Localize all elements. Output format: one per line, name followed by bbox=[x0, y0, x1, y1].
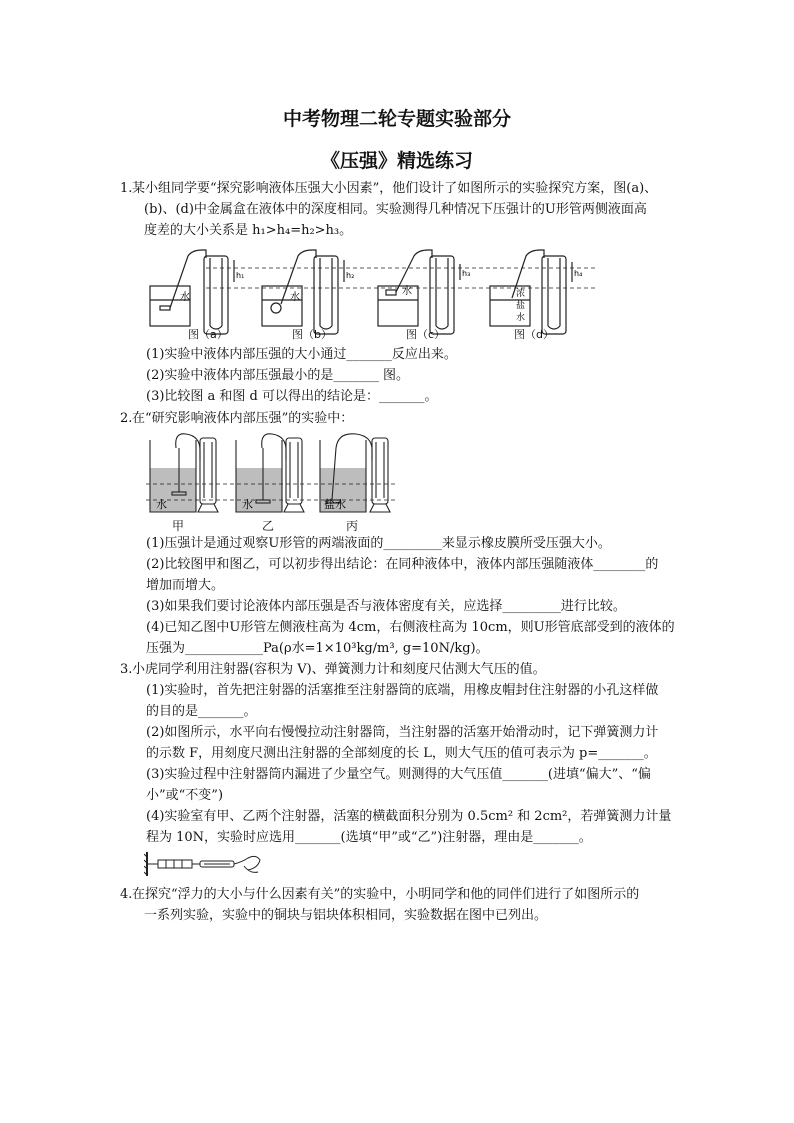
text-line: 在探究“浮力的大小与什么因素有关”的实验中，小明同学和他的同伴们进行了如图所示的 bbox=[132, 887, 640, 902]
q1-sub1: (1)实验中液体内部压强的大小通过_______反应出来。 bbox=[146, 347, 457, 362]
question-text: 在“研究影响液体内部压强”的实验中： bbox=[132, 411, 354, 426]
main-title: 中考物理二轮专题实验部分 bbox=[282, 108, 511, 130]
q2-sub1: (1)压强计是通过观察U形管的两端液面的_________来显示橡皮膜所受压强大小。 bbox=[146, 536, 611, 551]
q2-sub4a: (4)已知乙图中U形管左侧液柱高为 4cm，右侧液柱高为 10cm，则U形管底部受到的液体的 bbox=[146, 620, 675, 635]
q3-sub2a: (2)如图所示，水平向右慢慢拉动注射器筒，当注射器的活塞开始滑动时，记下弹簧测力计 bbox=[146, 725, 659, 740]
brine-label-3: 水 bbox=[516, 313, 526, 323]
figure-label: 图（b） bbox=[292, 328, 332, 341]
sub-title: 《压强》精选练习 bbox=[320, 150, 473, 172]
q3-sub4b: 程为 10N，实验时应选用_______(选填“甲”或“乙”)注射器，理由是_______。 bbox=[146, 830, 592, 845]
question-number: 1. bbox=[120, 181, 133, 196]
q3-sub1a: (1)实验时，首先把注射器的活塞推至注射器筒的底端，用橡皮帽封住注射器的小孔这样做 bbox=[146, 683, 659, 698]
question-text bbox=[132, 178, 700, 241]
brine-label-1: 浓 bbox=[516, 289, 526, 299]
liquid-label: 水 bbox=[156, 498, 167, 511]
q3-sub4a: (4)实验室有甲、乙两个注射器，活塞的横截面积分别为 0.5cm² 和 2cm²，若弹簧测力计量 bbox=[146, 809, 672, 824]
liquid-label: 水 bbox=[180, 292, 190, 303]
question-2 bbox=[120, 408, 700, 429]
figure-label: 乙 bbox=[262, 519, 275, 533]
height-label: h₄ bbox=[574, 269, 583, 278]
figure-label: 图（c） bbox=[406, 328, 446, 341]
question-number: 2. bbox=[120, 411, 133, 426]
question-3 bbox=[120, 659, 700, 680]
brine-label-2: 盐 bbox=[516, 301, 526, 311]
q2-sub3: (3)如果我们要讨论液体内部压强是否与液体密度有关，应选择_________进行比较。 bbox=[146, 599, 626, 614]
q3-sub3b: 小”或“不变”) bbox=[146, 788, 224, 803]
figure-label: 甲 bbox=[172, 519, 185, 533]
q2-sub2a: (2)比较图甲和图乙，可以初步得出结论：在同种液体中，液体内部压强随液体________的 bbox=[146, 557, 659, 572]
text-line: 某小组同学要“探究影响液体压强大小因素”，他们设计了如图所示的实验探究方案，图(a)、 bbox=[132, 181, 658, 196]
height-label: h₂ bbox=[346, 271, 355, 280]
q3-sub3a: (3)实验过程中注射器筒内漏进了少量空气。则测得的大气压值_______(进填“偏大”、“偏 bbox=[146, 767, 651, 782]
question-1 bbox=[120, 178, 700, 241]
pressure-gauge-figure-2 bbox=[146, 430, 406, 516]
liquid-label: 水 bbox=[402, 286, 412, 297]
question-text bbox=[132, 884, 700, 926]
q3-sub1b: 的目的是_______。 bbox=[146, 704, 257, 719]
text-line: (b)、(d)中金属盒在液体中的深度相同。实验测得几种情况下压强计的U形管两侧液面高 bbox=[144, 202, 647, 217]
question-text: 小虎同学利用注射器(容积为 V)、弹簧测力计和刻度尺估测大气压的值。 bbox=[132, 662, 546, 677]
question-number: 4. bbox=[120, 887, 133, 902]
q1-sub3: (3)比较图 a 和图 d 可以得出的结论是：_______。 bbox=[146, 389, 438, 404]
q3-sub2b: 的示数 F，用刻度尺测出注射器的全部刻度的长 L，则大气压的值可表示为 p=_______。 bbox=[146, 746, 657, 761]
liquid-label: 水 bbox=[242, 498, 253, 511]
height-label: h₁ bbox=[236, 271, 245, 280]
q2-sub2b: 增加而增大。 bbox=[146, 578, 225, 593]
q2-sub4b: 压强为____________Pa(ρ水=1×10³kg/m³, g=10N/kg)。 bbox=[146, 641, 489, 656]
q1-sub2: (2)实验中液体内部压强最小的是_______ 图。 bbox=[146, 368, 410, 383]
liquid-label: 盐水 bbox=[324, 498, 346, 511]
syringe-spring-scale-figure bbox=[144, 848, 264, 878]
question-number: 3. bbox=[120, 662, 133, 677]
text-line: 一系列实验，实验中的铜块与铝块体积相同，实验数据在图中已列出。 bbox=[144, 908, 548, 923]
question-4 bbox=[120, 884, 700, 926]
liquid-label: 水 bbox=[290, 292, 300, 303]
height-label: h₃ bbox=[462, 269, 471, 278]
figure-label: 图（a） bbox=[188, 328, 228, 341]
text-line: 度差的大小关系是 h₁>h₄=h₂>h₃。 bbox=[144, 223, 353, 238]
figure-label: 图（d） bbox=[514, 328, 554, 341]
figure-label: 丙 bbox=[346, 519, 359, 533]
